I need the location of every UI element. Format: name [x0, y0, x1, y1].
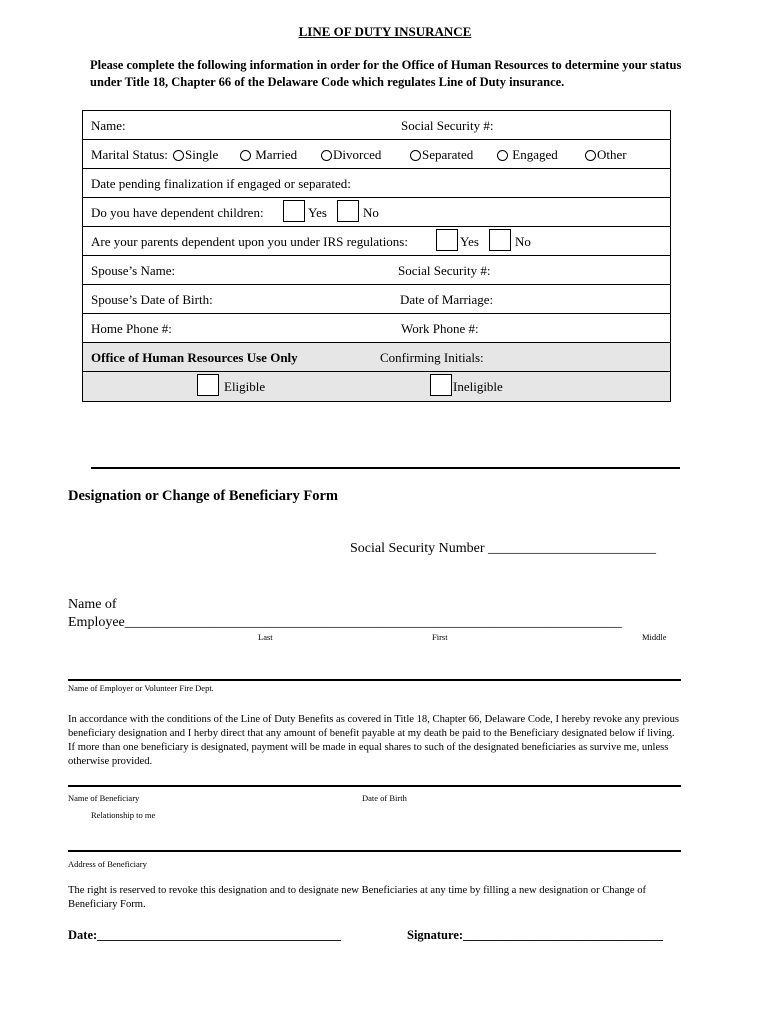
confirming-initials-label: Confirming Initials:	[380, 350, 484, 365]
address-line[interactable]	[68, 850, 681, 852]
employer-line[interactable]	[68, 679, 681, 681]
work-phone-label: Work Phone #:	[401, 321, 479, 336]
parents-dependent-yes-checkbox[interactable]	[436, 229, 458, 251]
marital-status-label: Marital Status:	[91, 147, 168, 162]
date-pending-label: Date pending finalization if engaged or separated:	[91, 176, 351, 191]
date-of-birth-caption: Date of Birth	[362, 793, 407, 803]
beneficiary-name-caption: Name of Beneficiary	[68, 793, 140, 803]
radio-circle-icon[interactable]	[585, 150, 596, 161]
hr-use-only-row	[83, 343, 670, 372]
radio-engaged[interactable]: Engaged	[497, 147, 558, 163]
parents-dependent-yes-label: Yes	[460, 234, 479, 249]
page-title: LINE OF DUTY INSURANCE	[298, 24, 472, 39]
radio-other[interactable]: Other	[585, 147, 627, 163]
signature-field[interactable]: Signature:________________________________	[407, 928, 664, 942]
eligibility-row	[83, 372, 670, 401]
dependent-children-no-checkbox[interactable]	[337, 200, 359, 222]
radio-separated[interactable]: Separated	[410, 147, 473, 163]
first-name-caption: First	[432, 632, 448, 642]
dependent-children-label: Do you have dependent children:	[91, 205, 264, 220]
date-pending-row	[83, 169, 670, 198]
middle-name-caption: Middle	[642, 632, 667, 642]
parents-dependent-no-checkbox[interactable]	[489, 229, 511, 251]
revocation-paragraph: In accordance with the conditions of the Line of Duty Benefits as covered in Title 18, Chapter 66, Delaware Code, I hereby revoke any previous beneficiary designation and I herby direct that any amount of benefit payable at my death be paid to the Beneficiary designated below if living. If more than one beneficiary is designated, payment will be made in equal shares to such of the designated beneficiaries as survive me, unless otherwise provided.	[68, 714, 680, 767]
radio-circle-icon[interactable]	[240, 150, 251, 161]
name-of-label: Name of	[68, 597, 117, 612]
spouse-dob-row	[83, 285, 670, 314]
intro-text: Please complete the following information in order for the Office of Human Resources to determine your status under Title 18, Chapter 66 of the Delaware Code which regulates Line of Duty insurance.	[90, 58, 682, 89]
spouse-dob-label: Spouse’s Date of Birth:	[91, 292, 213, 307]
last-name-caption: Last	[258, 632, 273, 642]
radio-circle-icon[interactable]	[173, 150, 184, 161]
parents-dependent-label: Are your parents dependent upon you under IRS regulations:	[91, 234, 408, 249]
ineligible-label: Ineligible	[453, 379, 503, 394]
radio-single[interactable]: Single	[173, 147, 218, 163]
spouse-name-label: Spouse’s Name:	[91, 263, 176, 278]
section-divider	[91, 467, 680, 469]
radio-divorced[interactable]: Divorced	[321, 147, 381, 163]
employer-caption: Name of Employer or Volunteer Fire Dept.	[68, 683, 214, 693]
parents-dependent-no-label: No	[515, 234, 531, 249]
hr-use-only-label: Office of Human Resources Use Only	[91, 350, 298, 365]
home-phone-label: Home Phone #:	[91, 321, 172, 336]
ineligible-checkbox[interactable]	[430, 374, 452, 396]
dependent-children-row	[83, 198, 670, 227]
beneficiary-ssn-field[interactable]: Social Security Number ________________________	[350, 541, 657, 556]
date-of-marriage-label: Date of Marriage:	[400, 292, 494, 307]
radio-circle-icon[interactable]	[321, 150, 332, 161]
date-field[interactable]: Date:_______________________________________	[68, 928, 341, 942]
dependent-children-yes-checkbox[interactable]	[283, 200, 305, 222]
spouse-name-row	[83, 256, 670, 285]
name-label: Name:	[91, 118, 126, 133]
dependent-children-no-label: No	[363, 205, 379, 220]
marital-status-row	[83, 140, 670, 169]
beneficiary-name-line[interactable]	[68, 785, 681, 787]
employee-name-field[interactable]: Employee_______________________________________________________________________	[68, 615, 622, 630]
ssn-label: Social Security #:	[401, 118, 494, 133]
eligible-checkbox[interactable]	[197, 374, 219, 396]
parents-dependent-row	[83, 227, 670, 256]
beneficiary-heading: Designation or Change of Beneficiary Form	[68, 488, 338, 504]
rights-paragraph: The right is reserved to revoke this designation and to designate new Beneficiaries at any time by filling a new designation or Change of Beneficiary Form.	[68, 885, 647, 910]
radio-circle-icon[interactable]	[410, 150, 421, 161]
radio-married[interactable]: Married	[240, 147, 297, 163]
name-row	[83, 111, 670, 140]
address-caption: Address of Beneficiary	[68, 859, 147, 869]
relationship-caption: Relationship to me	[91, 810, 156, 820]
radio-circle-icon[interactable]	[497, 150, 508, 161]
line-of-duty-form	[82, 110, 671, 402]
dependent-children-yes-label: Yes	[308, 205, 327, 220]
eligible-label: Eligible	[224, 379, 266, 394]
spouse-ssn-label: Social Security #:	[398, 263, 491, 278]
phone-row	[83, 314, 670, 343]
